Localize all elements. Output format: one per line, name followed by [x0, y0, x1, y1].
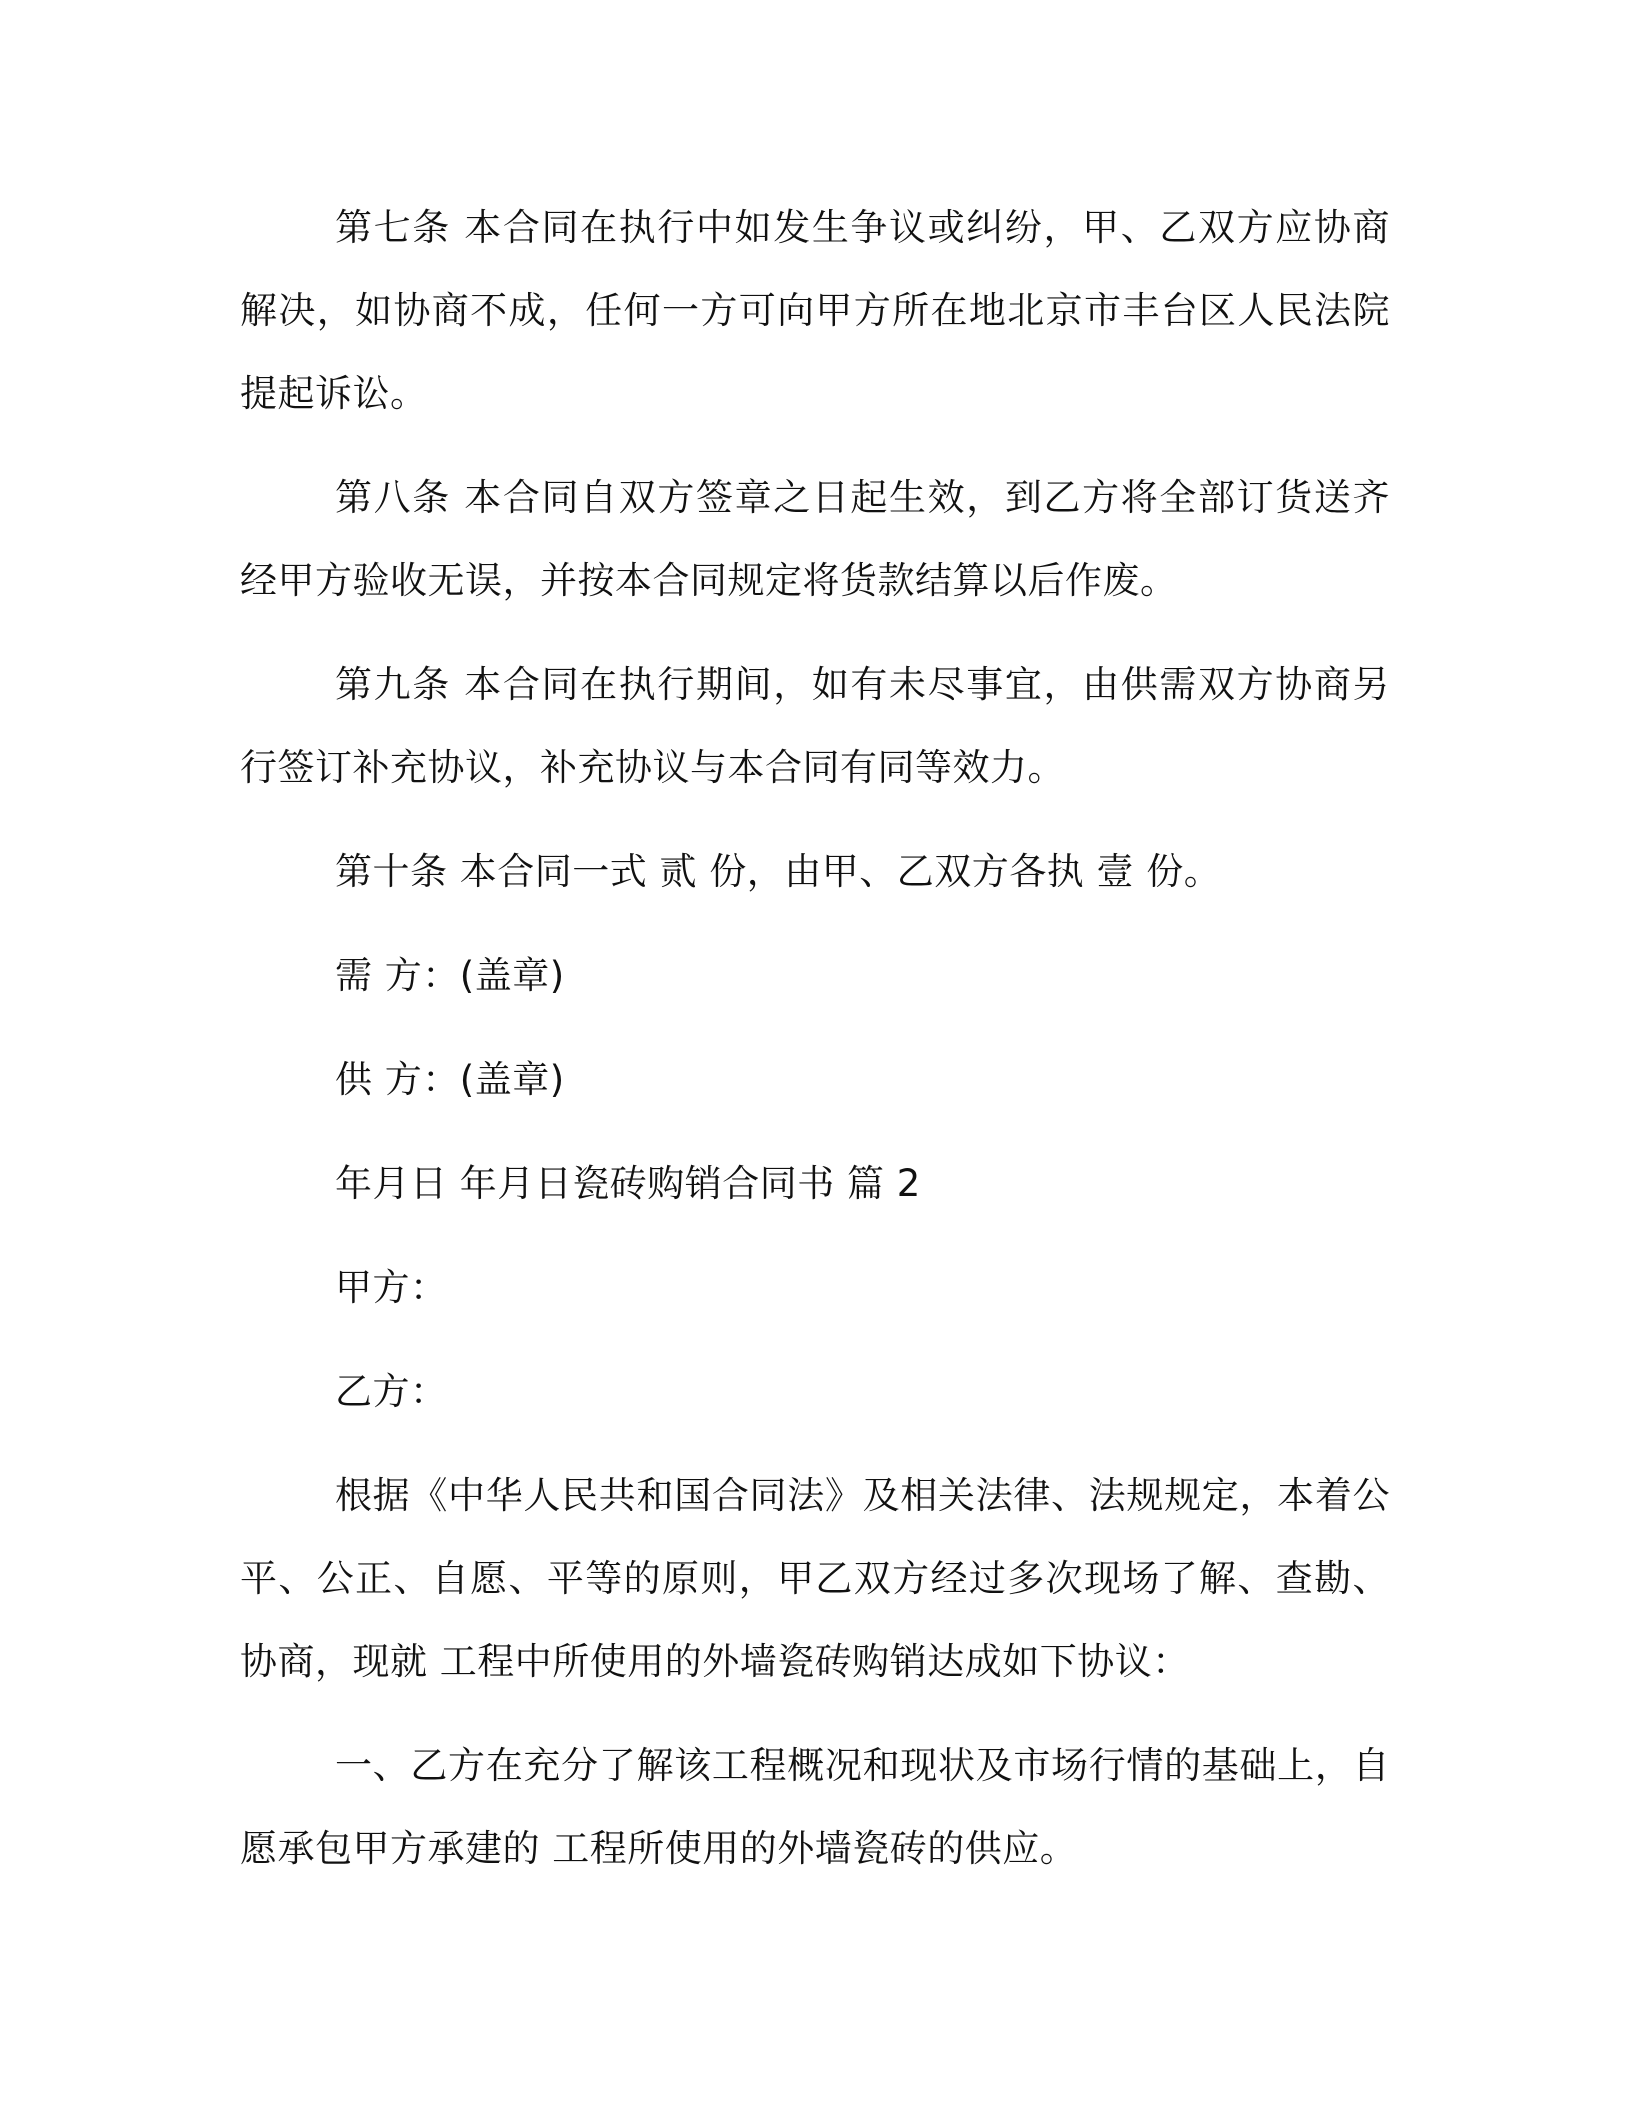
preamble-paragraph: 根据《中华人民共和国合同法》及相关法律、法规规定，本着公平、公正、自愿、平等的原则，甲乙双方经过多次现场了解、查勘、协商，现就 工程中所使用的外墙瓷砖购销达成如下协议： — [240, 1474, 1390, 1683]
party-a-line: 甲方： — [335, 1266, 448, 1309]
article-8-paragraph: 第八条 本合同自双方签章之日起生效，到乙方将全部订货送齐经甲方验收无误，并按本合同规定将货款结算以后作废。 — [240, 476, 1390, 602]
article-7-paragraph: 第七条 本合同在执行中如发生争议或纠纷，甲、乙双方应协商解决，如协商不成，任何一方可向甲方所在地北京市丰台区人民法院提起诉讼。 — [240, 206, 1390, 415]
clause-1-paragraph: 一、乙方在充分了解该工程概况和现状及市场行情的基础上，自愿承包甲方承建的 工程所使用的外墙瓷砖的供应。 — [240, 1744, 1390, 1870]
article-9-paragraph: 第九条 本合同在执行期间，如有未尽事宜，由供需双方协商另行签订补充协议，补充协议与本合同有同等效力。 — [240, 663, 1390, 789]
date-and-contract-title-line: 年月日 年月日瓷砖购销合同书 篇 2 — [335, 1162, 921, 1205]
supplier-seal-line: 供 方：(盖章) — [335, 1058, 565, 1101]
article-10-paragraph: 第十条 本合同一式 贰 份，由甲、乙双方各执 壹 份。 — [335, 850, 1222, 893]
buyer-seal-line: 需 方：(盖章) — [335, 954, 565, 997]
document-body — [240, 186, 1390, 1911]
party-b-line: 乙方： — [335, 1370, 448, 1413]
